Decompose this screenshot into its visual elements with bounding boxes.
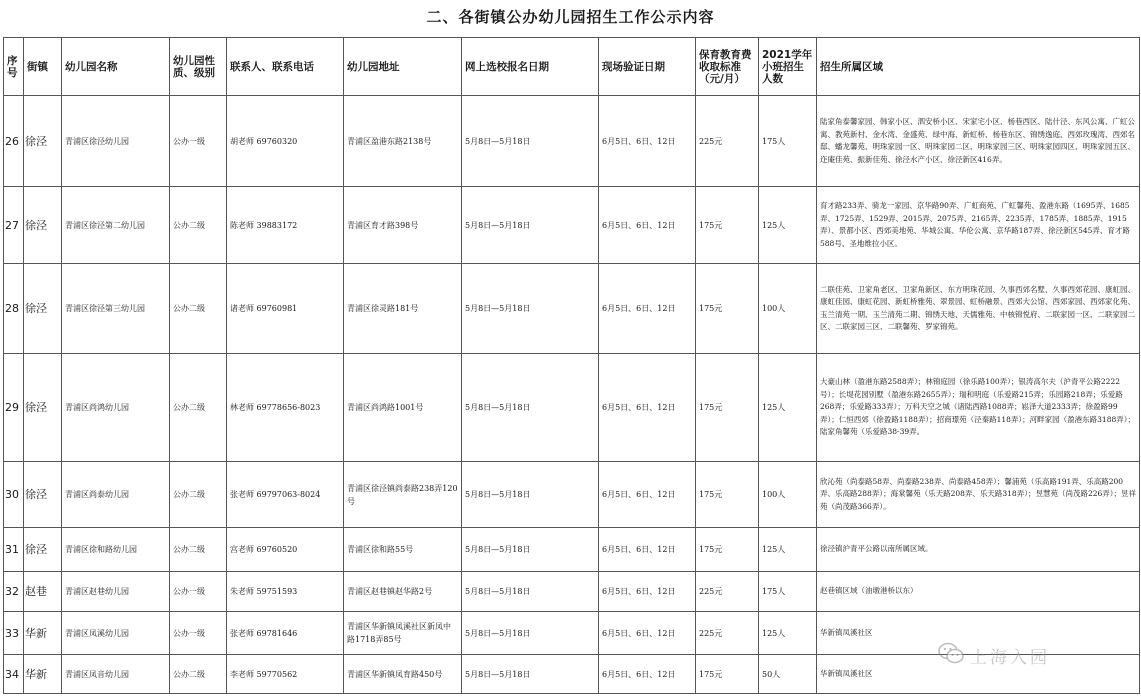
enroll-area: 大豪山林（盈港东路2588弄）；林锦庭园（徐乐路100弄）；银涛高尔夫（沪青平公路2222号）；长堤花园别墅（盈港东路2655弄）；瑞和明庭（乐爱路215弄；乐园路218弄；乐爱路268弄；乐爱路333弄）；万科天空之城（诸陆西路1088弄；崧泽大道2333弄；徐盈路99弄）；仁恒西郊（徐盈路1188弄）；招商璟苑（泾秦路118弄）；河畔家园（盈港东路3188弄）；陆家角馨苑（乐爱路38-39弄。 <box>817 354 1140 462</box>
row-number: 26 <box>4 96 24 187</box>
kindergarten-name: 青浦区尚泰幼儿园 <box>62 462 170 528</box>
table-header-row <box>4 38 1140 96</box>
online-signup-date: 5月8日—5月18日 <box>462 612 599 655</box>
online-signup-date: 5月8日—5月18日 <box>462 96 599 187</box>
enroll-count: 175人 <box>759 96 817 187</box>
row-number: 32 <box>4 572 24 612</box>
type-level: 公办二级 <box>170 655 227 694</box>
fee: 175元 <box>696 264 759 354</box>
contact-phone: 张老师 69797063-8024 <box>227 462 344 528</box>
contact-phone: 李老师 59770562 <box>227 655 344 694</box>
contact-phone: 宫老师 69760520 <box>227 528 344 572</box>
fee: 175元 <box>696 462 759 528</box>
watermark <box>938 640 1108 670</box>
enroll-area: 欣沁苑（尚泰路58弄、尚泰路238弄、尚泰路458弄）；馨浦苑（乐高路191弄、乐高路200弄、乐高路288弄）；海棠馨苑（乐天路208弄、乐天路318弄）；昱慧苑（尚茂路226弄）；昱祥苑（尚茂路366弄）。 <box>817 462 1140 528</box>
header-cell: 网上选校报名日期 <box>462 38 599 96</box>
enroll-area: 二联佳苑、卫家角老区、卫家角新区、东方明珠花园、久事西郊名墅、久事西郊花园、康虹园、康虹佳园、康虹花园、新虹桥雅苑、翠景园、虹桥融景、西郊大公馆、西郊家园、西郊家化苑、玉兰清苑一期、玉兰清苑二期、锦绣天地、天儒雅苑、中核锦悦府、二联家园一区、二联家园二区、二联家园三区、二联馨苑、罗家锦苑。 <box>817 264 1140 354</box>
kindergarten-name: 青浦区徐泾第三幼儿园 <box>62 264 170 354</box>
row-number: 31 <box>4 528 24 572</box>
enroll-count: 50人 <box>759 655 817 694</box>
enroll-count: 125人 <box>759 187 817 264</box>
online-signup-date: 5月8日—5月18日 <box>462 572 599 612</box>
onsite-verify-date: 6月5日、6日、12日 <box>599 187 696 264</box>
contact-phone: 诸老师 69760981 <box>227 264 344 354</box>
address: 青浦区育才路398号 <box>344 187 462 264</box>
onsite-verify-date: 6月5日、6日、12日 <box>599 655 696 694</box>
fee: 225元 <box>696 572 759 612</box>
enroll-area: 华新镇凤溪社区 <box>817 612 1140 655</box>
onsite-verify-date: 6月5日、6日、12日 <box>599 264 696 354</box>
kindergarten-name: 青浦区凤溪幼儿园 <box>62 612 170 655</box>
onsite-verify-date: 6月5日、6日、12日 <box>599 528 696 572</box>
online-signup-date: 5月8日—5月18日 <box>462 354 599 462</box>
kindergarten-name: 青浦区凤音幼儿园 <box>62 655 170 694</box>
town-cell: 徐泾 <box>24 96 62 187</box>
type-level: 公办二级 <box>170 528 227 572</box>
fee: 175元 <box>696 528 759 572</box>
online-signup-date: 5月8日—5月18日 <box>462 655 599 694</box>
fee: 175元 <box>696 655 759 694</box>
onsite-verify-date: 6月5日、6日、12日 <box>599 96 696 187</box>
online-signup-date: 5月8日—5月18日 <box>462 462 599 528</box>
type-level: 公办一级 <box>170 572 227 612</box>
address: 青浦区盈港东路2138号 <box>344 96 462 187</box>
enroll-area: 育才路233弄、骑龙一家园、京华路90弄、广虹商苑、广虹馨苑、盈港东路（1695弄、1685弄、1725弄、1529弄、2015弄、2075弄、2165弄、2235弄、1785弄、1885弄、1915弄）、景都小区、西郊美地苑、华城公寓、华伦公寓、京华路187弄、徐泾新区545弄、育才路588号、圣地维拉小区。 <box>817 187 1140 264</box>
address: 青浦区赵巷镇赵华路2号 <box>344 572 462 612</box>
enroll-count: 125人 <box>759 528 817 572</box>
table-row <box>4 264 1140 354</box>
type-level: 公办二级 <box>170 354 227 462</box>
online-signup-date: 5月8日—5月18日 <box>462 264 599 354</box>
fee: 225元 <box>696 96 759 187</box>
enroll-count: 125人 <box>759 354 817 462</box>
town-cell: 徐泾 <box>24 462 62 528</box>
contact-phone: 朱老师 59751593 <box>227 572 344 612</box>
header-cell: 联系人、联系电话 <box>227 38 344 96</box>
online-signup-date: 5月8日—5月18日 <box>462 187 599 264</box>
table-row <box>4 572 1140 612</box>
town-cell: 华新 <box>24 655 62 694</box>
wechat-icon <box>938 642 970 668</box>
contact-phone: 张老师 69781646 <box>227 612 344 655</box>
row-number: 30 <box>4 462 24 528</box>
enroll-area: 徐泾镇沪青平公路以南所属区域。 <box>817 528 1140 572</box>
kindergarten-name: 青浦区徐和路幼儿园 <box>62 528 170 572</box>
onsite-verify-date: 6月5日、6日、12日 <box>599 572 696 612</box>
town-cell: 徐泾 <box>24 528 62 572</box>
town-cell: 徐泾 <box>24 264 62 354</box>
address: 青浦区徐灵路181号 <box>344 264 462 354</box>
table-row <box>4 462 1140 528</box>
address: 青浦区徐泾镇尚泰路238弄120号 <box>344 462 462 528</box>
type-level: 公办一级 <box>170 96 227 187</box>
contact-phone: 林老师 69778656-8023 <box>227 354 344 462</box>
town-cell: 华新 <box>24 612 62 655</box>
table-row <box>4 96 1140 187</box>
header-cell: 街镇 <box>24 38 62 96</box>
header-cell: 招生所属区域 <box>817 38 1140 96</box>
fee: 175元 <box>696 187 759 264</box>
type-level: 公办二级 <box>170 462 227 528</box>
address: 青浦区华新镇凤育路450号 <box>344 655 462 694</box>
type-level: 公办一级 <box>170 612 227 655</box>
row-number: 27 <box>4 187 24 264</box>
fee: 225元 <box>696 612 759 655</box>
row-number: 29 <box>4 354 24 462</box>
enroll-area: 华新镇凤溪社区 <box>817 655 1140 694</box>
enroll-count: 175人 <box>759 572 817 612</box>
enroll-count: 125人 <box>759 612 817 655</box>
town-cell: 徐泾 <box>24 187 62 264</box>
type-level: 公办二级 <box>170 187 227 264</box>
online-signup-date: 5月8日—5月18日 <box>462 528 599 572</box>
table-row <box>4 528 1140 572</box>
address: 青浦区华新镇凤溪社区新凤中路1718弄85号 <box>344 612 462 655</box>
onsite-verify-date: 6月5日、6日、12日 <box>599 612 696 655</box>
enrollment-table <box>3 37 1140 694</box>
address: 青浦区尚鸿路1001号 <box>344 354 462 462</box>
contact-phone: 陈老师 39883172 <box>227 187 344 264</box>
onsite-verify-date: 6月5日、6日、12日 <box>599 462 696 528</box>
header-cell: 2021学年小班招生人数 <box>759 38 817 96</box>
kindergarten-name: 青浦区徐泾第二幼儿园 <box>62 187 170 264</box>
row-number: 28 <box>4 264 24 354</box>
town-cell: 徐泾 <box>24 354 62 462</box>
header-cell: 幼儿园地址 <box>344 38 462 96</box>
address: 青浦区徐和路55号 <box>344 528 462 572</box>
kindergarten-name: 青浦区尚鸿幼儿园 <box>62 354 170 462</box>
header-cell: 序号 <box>4 38 24 96</box>
town-cell: 赵巷 <box>24 572 62 612</box>
enroll-area: 陆家角泰馨家园、韩家小区、泗安桥小区、宋家宅小区、杨巷西区、陆什泾、东风公寓、广虹公寓、教苑新村、金水湾、金盛苑、绿中海、新虹桥、杨巷东区、锦绣逸庭、西郊玫瑰湾、西郊名邸、蟠龙馨苑、明珠家园一区、明珠家园二区、明珠家园三区、明珠家园四区、明珠家园五区、迮庵佳苑、振新佳苑、徐泾水产小区、徐泾新区416弄。 <box>817 96 1140 187</box>
header-cell: 保育教育费收取标准（元/月） <box>696 38 759 96</box>
page-title: 二、各街镇公办幼儿园招生工作公示内容 <box>426 8 715 26</box>
onsite-verify-date: 6月5日、6日、12日 <box>599 354 696 462</box>
enroll-area: 赵巷镇区域（油墩港桥以东） <box>817 572 1140 612</box>
fee: 175元 <box>696 354 759 462</box>
kindergarten-name: 青浦区徐泾幼儿园 <box>62 96 170 187</box>
table-row <box>4 354 1140 462</box>
header-cell: 现场验证日期 <box>599 38 696 96</box>
enroll-count: 100人 <box>759 462 817 528</box>
contact-phone: 胡老师 69760320 <box>227 96 344 187</box>
watermark-text: 上海入园 <box>970 647 1050 668</box>
kindergarten-name: 青浦区赵巷幼儿园 <box>62 572 170 612</box>
header-cell: 幼儿园名称 <box>62 38 170 96</box>
type-level: 公办二级 <box>170 264 227 354</box>
header-cell: 幼儿园性质、级别 <box>170 38 227 96</box>
row-number: 34 <box>4 655 24 694</box>
row-number: 33 <box>4 612 24 655</box>
enroll-count: 100人 <box>759 264 817 354</box>
table-row <box>4 187 1140 264</box>
